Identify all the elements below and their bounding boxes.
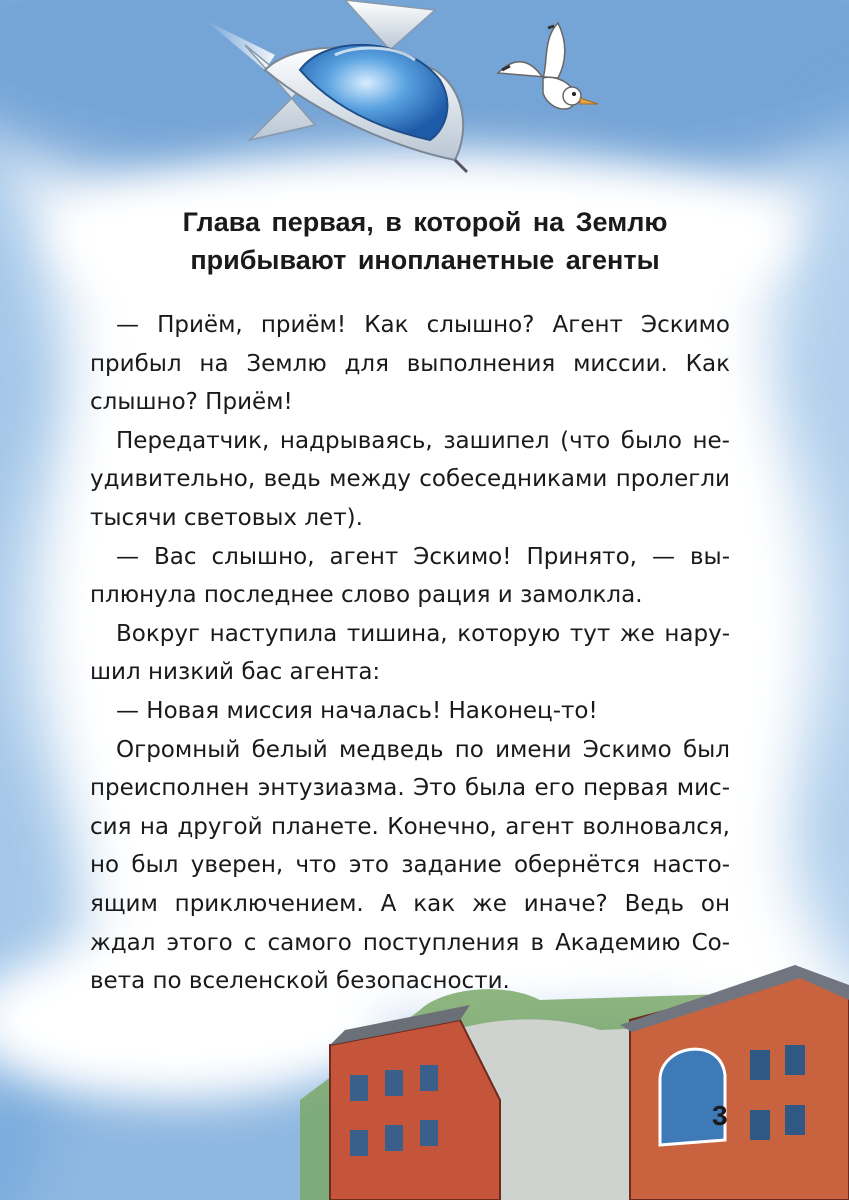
spaceship-icon: [205, 0, 505, 175]
text-line: Передатчик, надрываясь, зашипел (что было не-: [116, 427, 730, 454]
text-line: — Вас слышно, агент Эскимо! Принято, — вы-: [116, 543, 730, 570]
text-line: ящим приключением. А как же иначе? Ведь он: [90, 890, 730, 917]
text-line: Огромный белый медведь по имени Эскимо был: [116, 736, 730, 763]
text-line: плюнула последнее слово рация и замолкла.: [90, 582, 643, 609]
text-line: прибыл на Землю для выполнения миссии. Как: [90, 350, 730, 377]
text-line: слышно? Приём!: [90, 389, 293, 416]
text-line: шил низкий бас агента:: [90, 659, 381, 686]
body-text: [90, 306, 730, 1001]
page-number: 3: [712, 1100, 728, 1131]
text-line: ждал этого с самого поступления в Академию Со-: [90, 929, 730, 956]
seagull-icon: [488, 18, 618, 118]
text-line: вета по вселенской безопасности.: [90, 968, 510, 995]
text-line: но был уверен, что это задание обернётся насто-: [90, 852, 730, 879]
text-line: Вокруг наступила тишина, которую тут же нару-: [116, 620, 730, 647]
chapter-title-line: прибывают инопланетные агенты: [190, 245, 660, 275]
text-line: — Новая миссия началась! Наконец-то!: [116, 697, 598, 724]
text-line: тысячи световых лет).: [90, 504, 363, 531]
text-line: преисполнен энтузиазма. Это была его первая мис-: [90, 775, 730, 802]
text-line: сия на другой планете. Конечно, агент волновался,: [90, 813, 730, 840]
text-line: — Приём, приём! Как слышно? Агент Эскимо: [116, 312, 730, 338]
chapter-title-line: Глава первая, в которой на Землю: [182, 207, 668, 237]
chapter-title: [120, 203, 730, 279]
text-line: удивительно, ведь между собеседниками пролегли: [90, 466, 730, 493]
